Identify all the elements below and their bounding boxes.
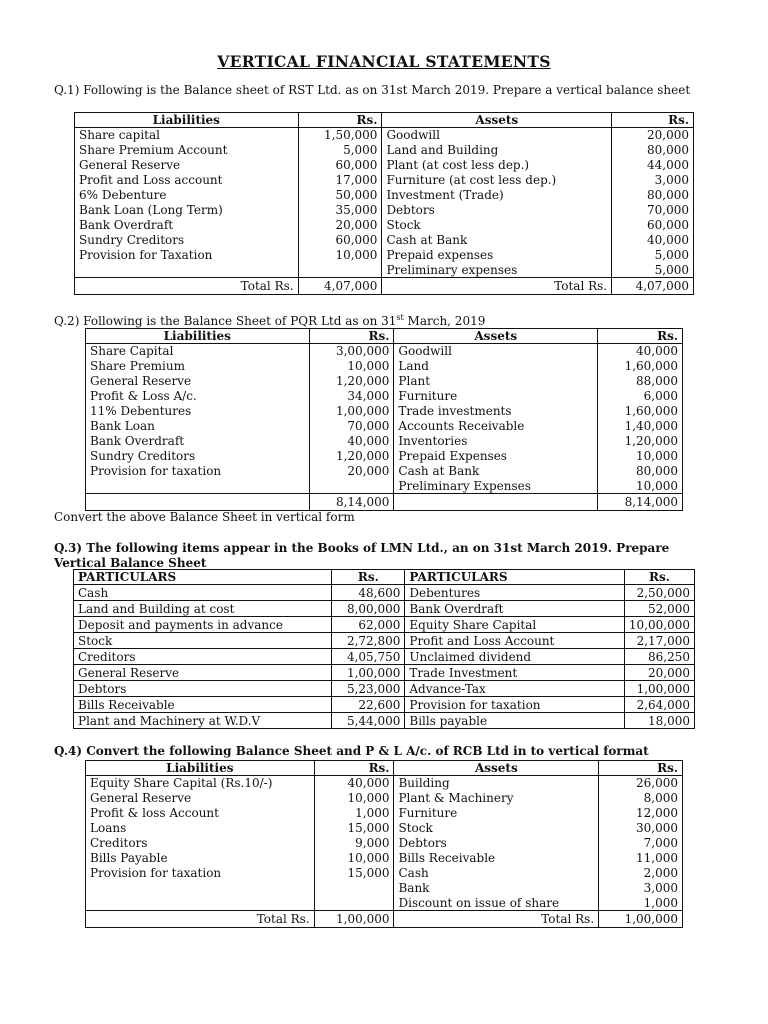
amount-cell: 15,000	[314, 821, 394, 836]
amount-cell: 70,000	[612, 203, 694, 218]
amount-cell: 10,000	[314, 791, 394, 806]
total-row	[75, 278, 694, 295]
amount-cell: 20,000	[298, 218, 382, 233]
table-header-row	[86, 329, 683, 344]
amount-cell: 10,000	[598, 449, 683, 464]
amount-cell: 88,000	[598, 374, 683, 389]
particulars-cell: Bills Payable	[86, 851, 315, 866]
amount-cell: 10,000	[309, 359, 394, 374]
amount-cell: 86,250	[624, 649, 694, 665]
amount-cell: 40,000	[612, 233, 694, 248]
particulars-cell: Bills Receivable	[74, 697, 332, 713]
particulars-cell: Prepaid expenses	[382, 248, 612, 263]
total-amount: 8,14,000	[309, 494, 394, 511]
particulars-cell: Debtors	[74, 681, 332, 697]
column-header: PARTICULARS	[405, 570, 625, 585]
amount-cell: 34,000	[309, 389, 394, 404]
column-header: Rs.	[624, 570, 694, 585]
table-row	[86, 449, 683, 464]
particulars-cell: Furniture	[394, 806, 599, 821]
table-row	[75, 248, 694, 263]
particulars-cell: Trade investments	[394, 404, 598, 419]
total-label: Total Rs.	[394, 911, 599, 928]
particulars-cell: Debentures	[405, 585, 625, 601]
column-header: Liabilities	[75, 113, 299, 128]
particulars-cell: Building	[394, 776, 599, 791]
particulars-cell: Profit & Loss A/c.	[86, 389, 310, 404]
particulars-cell: Trade Investment	[405, 665, 625, 681]
table-row	[86, 374, 683, 389]
table-row	[74, 665, 695, 681]
particulars-cell: Stock	[394, 821, 599, 836]
column-header: Assets	[394, 761, 599, 776]
total-amount: 4,07,000	[298, 278, 382, 295]
amount-cell: 15,000	[314, 866, 394, 881]
amount-cell: 1,20,000	[309, 374, 394, 389]
table-row	[75, 203, 694, 218]
amount-cell: 44,000	[612, 158, 694, 173]
amount-cell: 6,000	[598, 389, 683, 404]
table-header-row	[75, 113, 694, 128]
particulars-cell: Loans	[86, 821, 315, 836]
particulars-cell: Share Premium	[86, 359, 310, 374]
amount-cell: 70,000	[309, 419, 394, 434]
column-header: Rs.	[598, 329, 683, 344]
particulars-cell: Preliminary Expenses	[394, 479, 598, 494]
particulars-cell: Inventories	[394, 434, 598, 449]
amount-cell: 1,00,000	[624, 681, 694, 697]
particulars-cell: General Reserve	[74, 665, 332, 681]
amount-cell: 60,000	[298, 233, 382, 248]
amount-cell	[309, 479, 394, 494]
table-row	[74, 649, 695, 665]
amount-cell: 1,000	[314, 806, 394, 821]
particulars-cell: Provision for taxation	[86, 464, 310, 479]
amount-cell: 30,000	[599, 821, 683, 836]
amount-cell: 48,600	[332, 585, 405, 601]
amount-cell: 20,000	[624, 665, 694, 681]
particulars-cell: Equity Share Capital (Rs.10/-)	[86, 776, 315, 791]
column-header: Assets	[394, 329, 598, 344]
question-1-balance-sheet	[74, 112, 694, 295]
amount-cell: 20,000	[309, 464, 394, 479]
question-2-balance-sheet	[85, 328, 683, 511]
amount-cell: 10,000	[598, 479, 683, 494]
total-label: Total Rs.	[75, 278, 299, 295]
total-label	[394, 494, 598, 511]
table-header-row	[74, 570, 695, 585]
table-row	[75, 128, 694, 143]
amount-cell: 35,000	[298, 203, 382, 218]
amount-cell: 1,00,000	[309, 404, 394, 419]
table-row	[75, 263, 694, 278]
amount-cell: 1,20,000	[598, 434, 683, 449]
particulars-cell: Discount on issue of share	[394, 896, 599, 911]
total-label: Total Rs.	[86, 911, 315, 928]
amount-cell: 9,000	[314, 836, 394, 851]
particulars-cell: Bank Loan (Long Term)	[75, 203, 299, 218]
table-row	[86, 896, 683, 911]
total-label: Total Rs.	[382, 278, 612, 295]
question-3-items-table	[73, 569, 695, 729]
particulars-cell: Debtors	[394, 836, 599, 851]
column-header: Rs.	[612, 113, 694, 128]
column-header: Rs.	[298, 113, 382, 128]
question-2-instruction: Convert the above Balance Sheet in vertical form	[54, 510, 355, 524]
particulars-cell: Cash	[74, 585, 332, 601]
table-row	[74, 585, 695, 601]
table-row	[86, 866, 683, 881]
column-header: Rs.	[599, 761, 683, 776]
particulars-cell: Deposit and payments in advance	[74, 617, 332, 633]
particulars-cell: Plant & Machinery	[394, 791, 599, 806]
particulars-cell: 11% Debentures	[86, 404, 310, 419]
amount-cell: 1,60,000	[598, 359, 683, 374]
particulars-cell: General Reserve	[75, 158, 299, 173]
table-row	[86, 419, 683, 434]
particulars-cell: Goodwill	[382, 128, 612, 143]
question-2-text: Q.2) Following is the Balance Sheet of PQR Ltd as on 31st March, 2019	[54, 313, 486, 328]
particulars-cell: Prepaid Expenses	[394, 449, 598, 464]
amount-cell: 60,000	[298, 158, 382, 173]
amount-cell: 2,17,000	[624, 633, 694, 649]
particulars-cell: General Reserve	[86, 374, 310, 389]
page-title: VERTICAL FINANCIAL STATEMENTS	[217, 52, 551, 71]
particulars-cell: Cash at Bank	[382, 233, 612, 248]
particulars-cell: Provision for taxation	[405, 697, 625, 713]
table-row	[86, 881, 683, 896]
particulars-cell: Plant	[394, 374, 598, 389]
amount-cell: 40,000	[314, 776, 394, 791]
table-row	[86, 479, 683, 494]
column-header: Rs.	[314, 761, 394, 776]
amount-cell: 40,000	[309, 434, 394, 449]
particulars-cell	[86, 881, 315, 896]
amount-cell	[314, 896, 394, 911]
particulars-cell: Bank Overdraft	[75, 218, 299, 233]
table-header-row	[86, 761, 683, 776]
amount-cell: 80,000	[612, 188, 694, 203]
amount-cell: 8,000	[599, 791, 683, 806]
table-row	[74, 713, 695, 729]
particulars-cell: Goodwill	[394, 344, 598, 359]
particulars-cell: Investment (Trade)	[382, 188, 612, 203]
table-row	[75, 233, 694, 248]
amount-cell: 2,50,000	[624, 585, 694, 601]
particulars-cell: Preliminary expenses	[382, 263, 612, 278]
amount-cell: 1,60,000	[598, 404, 683, 419]
particulars-cell: Unclaimed dividend	[405, 649, 625, 665]
particulars-cell: Cash at Bank	[394, 464, 598, 479]
particulars-cell: Bank Loan	[86, 419, 310, 434]
amount-cell: 3,000	[599, 881, 683, 896]
amount-cell: 2,000	[599, 866, 683, 881]
amount-cell: 2,64,000	[624, 697, 694, 713]
table-row	[75, 173, 694, 188]
particulars-cell: Plant (at cost less dep.)	[382, 158, 612, 173]
amount-cell	[314, 881, 394, 896]
particulars-cell: Furniture (at cost less dep.)	[382, 173, 612, 188]
total-row	[86, 494, 683, 511]
total-amount: 4,07,000	[612, 278, 694, 295]
table-row	[74, 681, 695, 697]
amount-cell: 80,000	[598, 464, 683, 479]
amount-cell: 62,000	[332, 617, 405, 633]
amount-cell: 2,72,800	[332, 633, 405, 649]
amount-cell: 7,000	[599, 836, 683, 851]
table-row	[74, 617, 695, 633]
particulars-cell: Equity Share Capital	[405, 617, 625, 633]
table-row	[86, 806, 683, 821]
table-row	[86, 776, 683, 791]
column-header: Rs.	[332, 570, 405, 585]
amount-cell: 22,600	[332, 697, 405, 713]
table-row	[86, 851, 683, 866]
table-row	[75, 143, 694, 158]
table-row	[74, 697, 695, 713]
particulars-cell: Cash	[394, 866, 599, 881]
particulars-cell: Land and Building at cost	[74, 601, 332, 617]
particulars-cell	[75, 263, 299, 278]
question-4-text: Q.4) Convert the following Balance Sheet and P & L A/c. of RCB Ltd in to vertical format	[54, 744, 649, 758]
table-row	[75, 218, 694, 233]
total-row	[86, 911, 683, 928]
amount-cell: 5,000	[612, 263, 694, 278]
particulars-cell: Profit & loss Account	[86, 806, 315, 821]
table-row	[86, 359, 683, 374]
particulars-cell: Furniture	[394, 389, 598, 404]
total-amount: 1,00,000	[314, 911, 394, 928]
amount-cell: 1,50,000	[298, 128, 382, 143]
amount-cell	[298, 263, 382, 278]
table-row	[75, 158, 694, 173]
amount-cell: 60,000	[612, 218, 694, 233]
amount-cell: 12,000	[599, 806, 683, 821]
particulars-cell: Bank	[394, 881, 599, 896]
amount-cell: 1,20,000	[309, 449, 394, 464]
total-label	[86, 494, 310, 511]
column-header: Rs.	[309, 329, 394, 344]
amount-cell: 80,000	[612, 143, 694, 158]
particulars-cell: Stock	[74, 633, 332, 649]
particulars-cell: Profit and Loss account	[75, 173, 299, 188]
amount-cell: 1,000	[599, 896, 683, 911]
particulars-cell: Plant and Machinery at W.D.V	[74, 713, 332, 729]
amount-cell: 3,00,000	[309, 344, 394, 359]
amount-cell: 10,000	[314, 851, 394, 866]
amount-cell: 5,000	[298, 143, 382, 158]
question-3-text: Q.3) The following items appear in the Books of LMN Ltd., an on 31st March 2019. Prepare Vertical Balance Sheet	[54, 541, 670, 570]
particulars-cell: Creditors	[86, 836, 315, 851]
amount-cell: 17,000	[298, 173, 382, 188]
column-header: Liabilities	[86, 329, 310, 344]
table-row	[86, 344, 683, 359]
amount-cell: 5,23,000	[332, 681, 405, 697]
total-amount: 8,14,000	[598, 494, 683, 511]
particulars-cell: Share Premium Account	[75, 143, 299, 158]
table-row	[86, 791, 683, 806]
particulars-cell: Land	[394, 359, 598, 374]
particulars-cell: Creditors	[74, 649, 332, 665]
table-row	[86, 836, 683, 851]
particulars-cell	[86, 896, 315, 911]
table-row	[86, 434, 683, 449]
amount-cell: 18,000	[624, 713, 694, 729]
particulars-cell: Profit and Loss Account	[405, 633, 625, 649]
column-header: Liabilities	[86, 761, 315, 776]
particulars-cell	[86, 479, 310, 494]
table-row	[74, 601, 695, 617]
particulars-cell: Bills Receivable	[394, 851, 599, 866]
amount-cell: 20,000	[612, 128, 694, 143]
particulars-cell: Sundry Creditors	[75, 233, 299, 248]
particulars-cell: Sundry Creditors	[86, 449, 310, 464]
amount-cell: 5,000	[612, 248, 694, 263]
amount-cell: 4,05,750	[332, 649, 405, 665]
amount-cell: 52,000	[624, 601, 694, 617]
particulars-cell: Bank Overdraft	[86, 434, 310, 449]
particulars-cell: Bank Overdraft	[405, 601, 625, 617]
particulars-cell: Bills payable	[405, 713, 625, 729]
table-row	[86, 464, 683, 479]
amount-cell: 8,00,000	[332, 601, 405, 617]
amount-cell: 50,000	[298, 188, 382, 203]
amount-cell: 11,000	[599, 851, 683, 866]
particulars-cell: Share Capital	[86, 344, 310, 359]
amount-cell: 1,40,000	[598, 419, 683, 434]
question-1-text: Q.1) Following is the Balance sheet of RST Ltd. as on 31st March 2019. Prepare a vertical balance sheet	[54, 83, 691, 97]
amount-cell: 10,000	[298, 248, 382, 263]
particulars-cell: General Reserve	[86, 791, 315, 806]
amount-cell: 10,00,000	[624, 617, 694, 633]
amount-cell: 1,00,000	[332, 665, 405, 681]
column-header: Assets	[382, 113, 612, 128]
particulars-cell: Land and Building	[382, 143, 612, 158]
particulars-cell: Provision for Taxation	[75, 248, 299, 263]
particulars-cell: Debtors	[382, 203, 612, 218]
amount-cell: 40,000	[598, 344, 683, 359]
particulars-cell: Share capital	[75, 128, 299, 143]
column-header: PARTICULARS	[74, 570, 332, 585]
table-row	[86, 404, 683, 419]
total-amount: 1,00,000	[599, 911, 683, 928]
table-row	[86, 821, 683, 836]
amount-cell: 3,000	[612, 173, 694, 188]
particulars-cell: Provision for taxation	[86, 866, 315, 881]
table-row	[75, 188, 694, 203]
table-row	[74, 633, 695, 649]
particulars-cell: Accounts Receivable	[394, 419, 598, 434]
question-4-balance-sheet	[85, 760, 683, 928]
particulars-cell: 6% Debenture	[75, 188, 299, 203]
particulars-cell: Stock	[382, 218, 612, 233]
table-row	[86, 389, 683, 404]
particulars-cell: Advance-Tax	[405, 681, 625, 697]
amount-cell: 26,000	[599, 776, 683, 791]
amount-cell: 5,44,000	[332, 713, 405, 729]
